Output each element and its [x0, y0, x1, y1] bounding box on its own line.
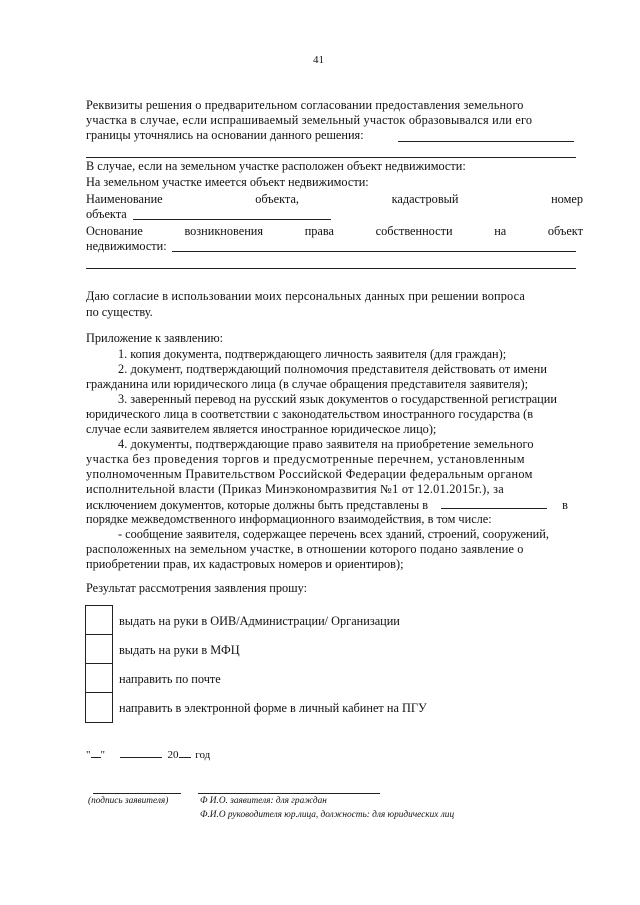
year-prefix: 20 — [167, 749, 179, 761]
object-name-word-1: Наименование — [86, 192, 163, 206]
result-option-1: выдать на руки в ОИВ/Администрации/ Организации — [119, 614, 400, 628]
attachment-line: 3. заверенный перевод на русский язык документов о государственной регистрации — [118, 392, 557, 406]
estate-field-line[interactable] — [172, 251, 576, 252]
attachment-line-end: в — [562, 498, 568, 512]
result-checkbox-3[interactable] — [85, 663, 113, 694]
date-row — [86, 746, 210, 761]
result-option-4: направить в электронной форме в личный кабинет на ПГУ — [119, 701, 427, 715]
decision-text-1: Реквизиты решения о предварительном согласовании предоставления земельного — [86, 98, 524, 112]
basis-word-3: права — [304, 224, 334, 238]
attachment-line: 4. документы, подтверждающие право заявителя на приобретение земельного — [118, 437, 534, 451]
estate-field-line-2[interactable] — [86, 268, 576, 269]
real-estate-line-1: В случае, если на земельном участке расположен объект недвижимости: — [86, 159, 466, 173]
basis-word-2: возникновения — [184, 224, 264, 238]
basis-word-1: Основание — [86, 224, 143, 238]
decision-line-1 — [86, 98, 583, 113]
submission-field-line[interactable] — [441, 497, 547, 509]
year-suffix: год — [195, 749, 211, 761]
month-field[interactable] — [120, 746, 162, 758]
attachment-line: - сообщение заявителя, содержащее перечень всех зданий, строений, сооружений, — [118, 527, 549, 541]
attachment-line: юридического лица в соответствии с законодательством иностранного государства (в — [86, 407, 534, 421]
object-field-line[interactable] — [133, 219, 331, 220]
consent-line-1: Даю согласие в использовании моих персональных данных при решении вопроса — [86, 289, 526, 303]
attachment-line: расположенных на земельном участке, в отношении которого подано заявление о — [86, 542, 524, 556]
attachment-line-start: исключением документов, которые должны быть представлены в — [86, 498, 429, 512]
fio-line[interactable] — [198, 793, 380, 794]
attachment-line — [86, 497, 568, 513]
day-field[interactable] — [91, 746, 101, 758]
date-quote-open: " — [86, 749, 91, 761]
attachment-line: участка без проведения торгов и предусмотренные перечнем, установленным — [86, 452, 525, 466]
attachment-line: 1. копия документа, подтверждающего личность заявителя (для граждан); — [118, 347, 507, 361]
basis-word-6: объект — [547, 224, 583, 238]
result-checkbox-2[interactable] — [85, 634, 113, 665]
signature-label: (подпись заявителя) — [88, 796, 169, 806]
decision-field-line[interactable] — [398, 141, 574, 142]
signature-line[interactable] — [93, 793, 181, 794]
decision-line-2: участка в случае, если испрашиваемый земельный участок образовывался или его — [86, 113, 533, 127]
attachment-line: 2. документ, подтверждающий полномочия представителя действовать от имени — [118, 362, 548, 376]
result-title: Результат рассмотрения заявления прошу: — [86, 581, 308, 595]
date-quote-close: " — [100, 749, 105, 761]
attachment-line: гражданина или юридического лица (в случае обращения представителя заявителя); — [86, 377, 528, 391]
attachments-title: Приложение к заявлению: — [86, 331, 224, 345]
real-estate-line-2: На земельном участке имеется объект недвижимости: — [86, 175, 369, 189]
year-field[interactable] — [179, 746, 191, 758]
ownership-basis-row — [86, 224, 583, 239]
attachment-line: приобретении прав, их кадастровых номеров и ориентиров); — [86, 557, 404, 571]
object-name-word-4: номер — [551, 192, 583, 206]
result-checkbox-4[interactable] — [85, 692, 113, 723]
decision-line-3: границы уточнялись на основании данного решения: — [86, 128, 364, 142]
fio-citizen: Ф И.О. заявителя: для граждан — [200, 796, 327, 806]
basis-word-4: собственности — [375, 224, 453, 238]
page-number: 41 — [313, 54, 324, 66]
object-name-word-2: объекта, — [255, 192, 299, 206]
result-option-2: выдать на руки в МФЦ — [119, 643, 240, 657]
decision-field-line-2[interactable] — [86, 157, 576, 158]
basis-word-5: на — [494, 224, 507, 238]
consent-line-2: по существу. — [86, 305, 153, 319]
attachment-line: уполномоченным Правительством Российской Федерации федеральным органом — [86, 467, 533, 481]
result-option-3: направить по почте — [119, 672, 221, 686]
estate-label: недвижимости: — [86, 239, 167, 253]
object-name-row — [86, 192, 583, 207]
object-label: объекта — [86, 207, 127, 221]
attachment-line: порядке межведомственного информационного взаимодействия, в том числе: — [86, 512, 492, 526]
result-checkbox-1[interactable] — [85, 605, 113, 636]
attachment-line: исполнительной власти (Приказ Минэкономразвития №1 от 12.01.2015г.), за — [86, 482, 504, 496]
fio-legal: Ф.И.О руководителя юр.лица, должность: для юридических лиц — [200, 810, 455, 820]
attachment-line: случае если заявителем является иностранное юридическое лицо); — [86, 422, 437, 436]
object-name-word-3: кадастровый — [391, 192, 459, 206]
